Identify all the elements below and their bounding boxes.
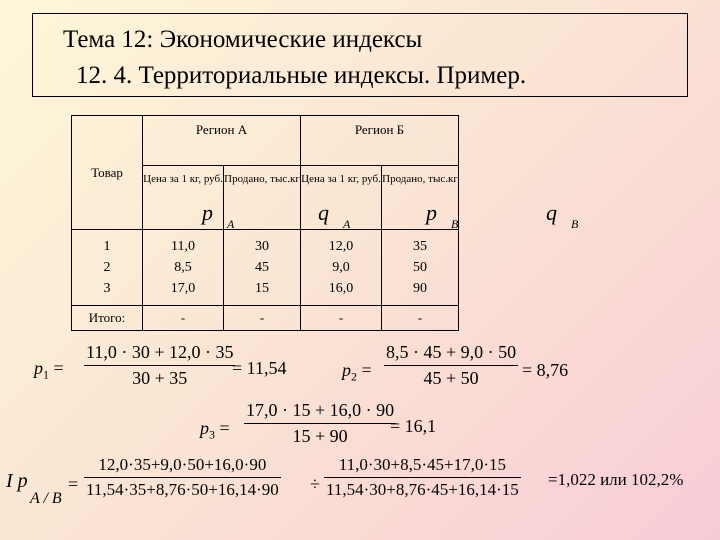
formula-p3-result: = 16,1 bbox=[390, 416, 437, 436]
slide-subtitle: 12. 4. Территориальные индексы. Пример. bbox=[76, 62, 527, 89]
symbol-p-a: p $_A$ bbox=[202, 200, 235, 231]
header-sold-a: Продано, тыс.кг bbox=[224, 166, 301, 230]
data-table bbox=[71, 115, 459, 331]
total-price-b: - bbox=[300, 306, 381, 331]
cell-items: 1 2 3 bbox=[72, 230, 143, 306]
header-region-a: Регион А bbox=[143, 116, 301, 166]
header-price-b: Цена за 1 кг, руб. bbox=[300, 166, 381, 230]
header-product: Товар bbox=[72, 116, 143, 230]
formula-p2-fraction: 8,5 · 45 + 9,0 · 50 45 + 50 bbox=[386, 342, 517, 388]
index-divide: ÷ bbox=[310, 474, 320, 494]
formula-p1-fraction: 11,0 · 30 + 12,0 · 35 30 + 35 bbox=[86, 342, 234, 388]
formula-p1-result: = 11,54 bbox=[232, 358, 287, 378]
index-lhs: I p bbox=[6, 470, 28, 492]
index-fraction-1: 12,0·35+9,0·50+16,0·90 11,54·35+8,76·50+16,14·90 bbox=[86, 455, 279, 499]
header-price-a: Цена за 1 кг, руб. bbox=[143, 166, 224, 230]
slide-title: Тема 12: Экономические индексы bbox=[63, 26, 423, 53]
index-fraction-2: 11,0·30+8,5·45+17,0·15 11,54·30+8,76·45+16,14·15 bbox=[326, 455, 519, 499]
formula-p3-lhs: $p_3$ = bbox=[200, 418, 230, 442]
symbol-q-b: q $_B$ bbox=[546, 200, 579, 231]
index-result: =1,022 или 102,2% bbox=[548, 470, 684, 489]
formula-p2-result: = 8,76 bbox=[522, 360, 569, 380]
index-subscript: A / B bbox=[30, 490, 62, 507]
formula-p2-lhs: $p_2$ = bbox=[342, 360, 372, 384]
total-sold-b: - bbox=[382, 306, 459, 331]
total-sold-a: - bbox=[224, 306, 301, 331]
total-label: Итого: bbox=[72, 306, 143, 331]
symbol-p-b: p $_B$ bbox=[426, 200, 459, 231]
formula-p3-fraction: 17,0 · 15 + 16,0 · 90 15 + 90 bbox=[246, 400, 395, 446]
formula-p1-lhs: $p_1$ = bbox=[34, 358, 64, 382]
cell-price-b: 12,0 9,0 16,0 bbox=[300, 230, 381, 306]
cell-sold-a: 30 45 15 bbox=[224, 230, 301, 306]
cell-price-a: 11,0 8,5 17,0 bbox=[143, 230, 224, 306]
symbol-q-a: q $_A$ bbox=[318, 200, 351, 231]
header-sold-b: Продано, тыс.кг bbox=[382, 166, 459, 230]
header-region-b: Регион Б bbox=[300, 116, 458, 166]
index-equals: = bbox=[68, 474, 79, 494]
title-box bbox=[32, 13, 688, 97]
total-price-a: - bbox=[143, 306, 224, 331]
cell-sold-b: 35 50 90 bbox=[382, 230, 459, 306]
